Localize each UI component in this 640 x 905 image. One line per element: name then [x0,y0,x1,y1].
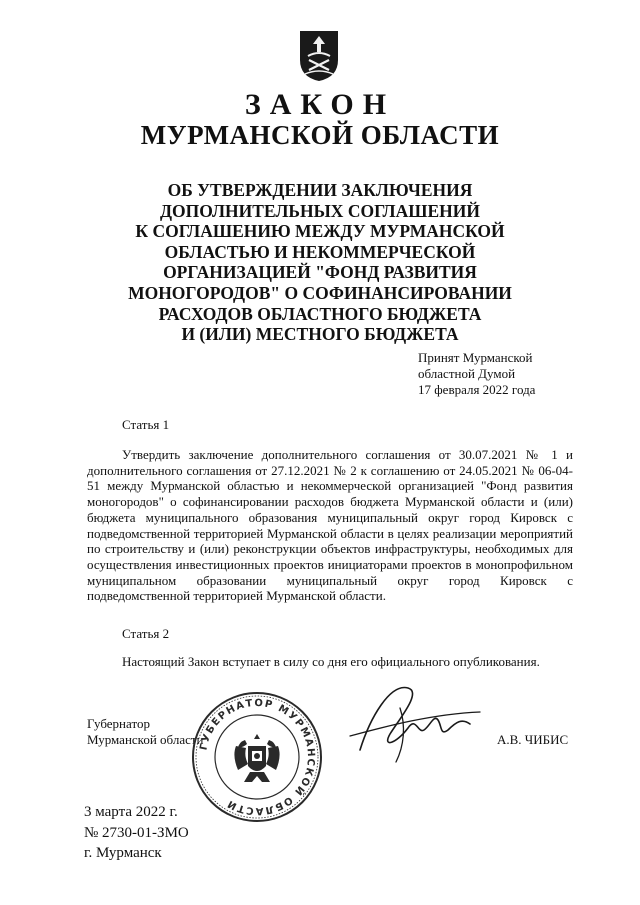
article-2-text: Настоящий Закон вступает в силу со дня его официального опубликования. [122,654,540,669]
law-number: № 2730-01-ЗМО [84,824,189,841]
region-heading: МУРМАНСКОЙ ОБЛАСТИ [140,120,500,150]
signatory-position [87,716,204,748]
position-line: Губернатор [87,716,150,731]
coat-of-arms-icon [299,30,339,82]
adoption-line: областной Думой [418,366,516,381]
law-title [80,180,560,345]
title-line: И (ИЛИ) МЕСТНОГО БЮДЖЕТА [181,324,459,345]
seal-text: ГУБЕРНАТОР МУРМАНСКОЙ ОБЛАСТИ [198,697,317,817]
title-line: ОБЛАСТЬЮ И НЕКОММЕРЧЕСКОЙ [164,241,476,262]
signatory-name: А.В. ЧИБИС [497,732,569,747]
adoption-line: Принят Мурманской [418,350,533,365]
title-line: К СОГЛАШЕНИЮ МЕЖДУ МУРМАНСКОЙ [135,221,505,242]
adoption-date: 17 февраля 2022 года [418,382,536,397]
title-line: ОБ УТВЕРЖДЕНИИ ЗАКЛЮЧЕНИЯ [167,180,473,200]
document-type-heading: ЗАКОН [244,88,396,121]
article-1-text: Утвердить заключение дополнительного соглашения от 30.07.2021 № 1 и дополнительного соглашения от 27.12.2021 № 2 к соглашению от 24.05.2021 № 06-04-51 между Мурманской областью и некоммерческой организацией "Фонд развития моногородов" о софинансировании расходов бюджета Мурманской области и (или) бюджета муниципального образования муниципальный округ город Кировск с подведомственной территорией Мурманской области в целях реализации мероприятий по строительству и (или) реконструкции объектов инфраструктуры, необходимых для осуществления инвестиционных проектов инициаторами проектов в монопрофильном муниципальном образовании муниципальный округ город Кировск с подведомственной территорией Мурманской области. [87,447,573,604]
signature-mark [330,678,490,768]
title-line: ДОПОЛНИТЕЛЬНЫХ СОГЛАШЕНИЙ [160,200,480,221]
position-line: Мурманской области [87,732,204,747]
signing-city: г. Мурманск [84,845,162,861]
signing-date: 3 марта 2022 г. [84,804,178,820]
adoption-note [418,350,535,398]
signing-details [84,802,189,864]
title-line: РАСХОДОВ ОБЛАСТНОГО БЮДЖЕТА [158,303,482,324]
title-line: МОНОГОРОДОВ" О СОФИНАНСИРОВАНИИ [128,282,512,303]
article-1-label: Статья 1 [122,417,170,432]
official-seal-icon [190,690,324,824]
article-2-label: Статья 2 [122,626,170,641]
title-line: ОРГАНИЗАЦИЕЙ "ФОНД РАЗВИТИЯ [163,262,477,283]
